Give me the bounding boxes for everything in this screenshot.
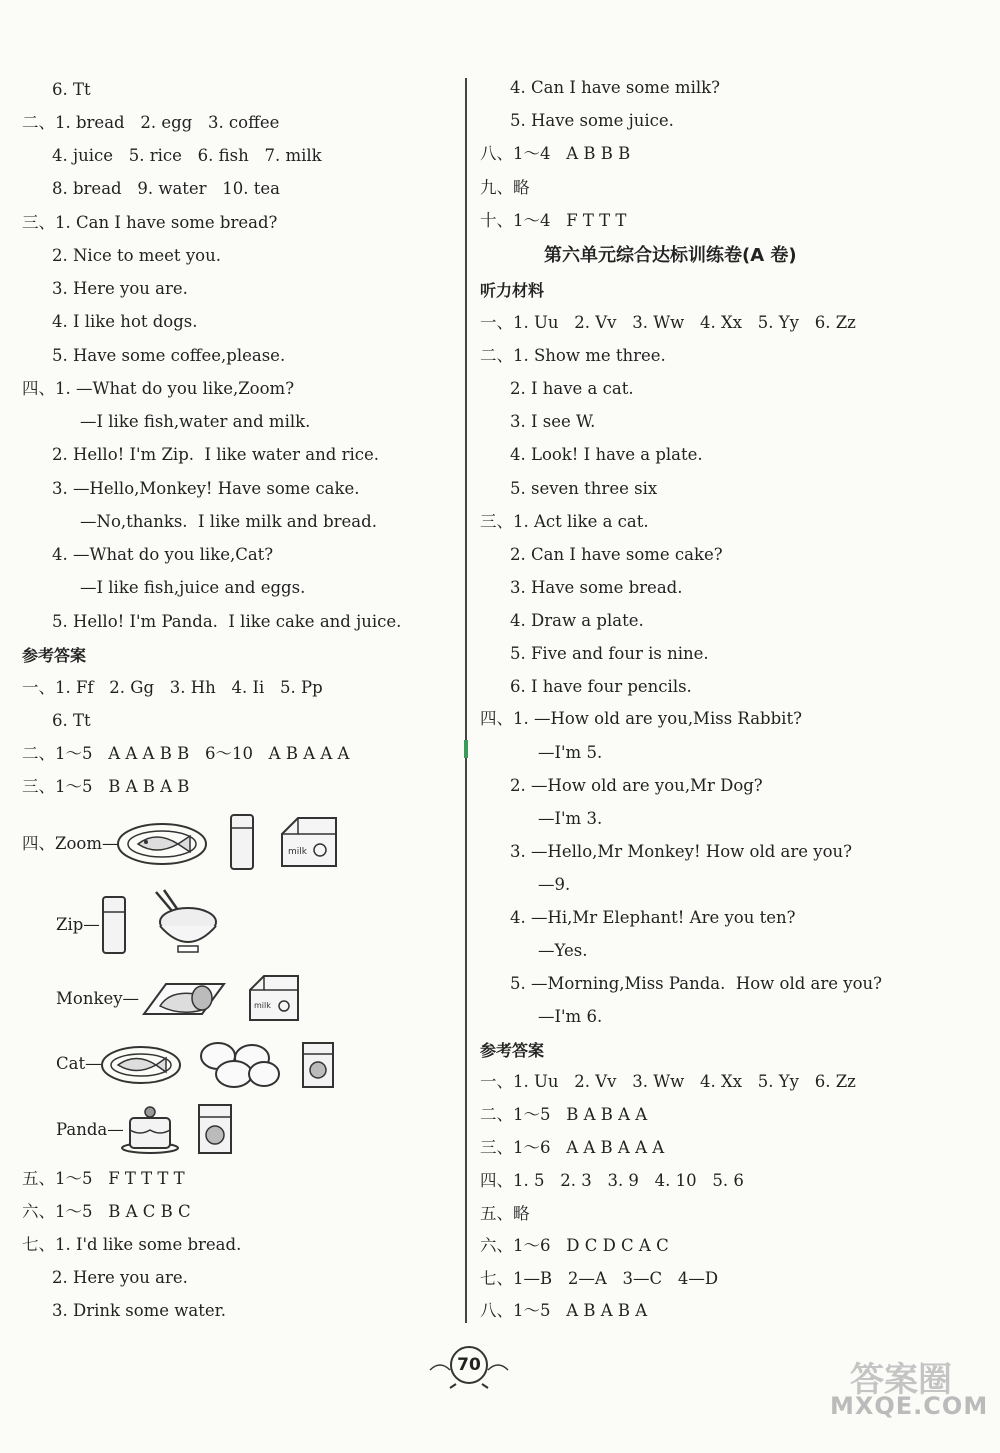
text-line: 6. Tt — [52, 80, 91, 99]
picture-label-cat: Cat— — [56, 1054, 102, 1073]
juice-box-icon — [300, 1040, 336, 1090]
text-line: 四、1. —How old are you,Miss Rabbit? — [480, 709, 802, 728]
watermark-logo: 答案圈 — [850, 1360, 952, 1400]
text-line: —I'm 3. — [538, 809, 603, 828]
text-line: 3. I see W. — [510, 412, 596, 431]
section-title: 第六单元综合达标训练卷(A 卷) — [544, 245, 797, 266]
text-line: 2. Can I have some cake? — [510, 545, 723, 564]
text-line: 4. —Hi,Mr Elephant! Are you ten? — [510, 908, 796, 927]
text-line: 一、1. Uu 2. Vv 3. Ww 4. Xx 5. Yy 6. Zz — [480, 1072, 856, 1091]
milk-carton-icon — [276, 814, 342, 870]
text-line: 三、1～5 B A B A B — [22, 777, 190, 796]
text-line: 九、略 — [480, 178, 530, 197]
text-line: 4. —What do you like,Cat? — [52, 545, 274, 564]
text-line: 2. Here you are. — [52, 1268, 188, 1287]
text-line: 五、略 — [480, 1204, 530, 1223]
text-line: 8. bread 9. water 10. tea — [52, 179, 281, 198]
text-line: 七、1—B 2—A 3—C 4—D — [480, 1269, 719, 1288]
text-line: 一、1. Ff 2. Gg 3. Hh 4. Ii 5. Pp — [22, 678, 323, 697]
text-line: 2. Hello! I'm Zip. I like water and rice. — [52, 445, 379, 464]
text-line: 六、1～6 D C D C A C — [480, 1236, 669, 1255]
text-line: 3. —Hello,Mr Monkey! How old are you? — [510, 842, 852, 861]
text-line: —9. — [538, 875, 571, 894]
section-heading: 听力材料 — [480, 281, 545, 300]
text-line: 2. —How old are you,Mr Dog? — [510, 776, 763, 795]
text-line: —No,thanks. I like milk and bread. — [80, 512, 377, 531]
text-line: 三、1～6 A A B A A A — [480, 1138, 665, 1157]
text-line: 6. Tt — [52, 711, 91, 730]
text-line: —I like fish,juice and eggs. — [80, 578, 306, 597]
text-line: —I'm 6. — [538, 1007, 603, 1026]
page-number: 70 — [450, 1346, 488, 1384]
eggs-icon — [198, 1040, 282, 1090]
glass-icon — [228, 812, 256, 872]
text-line: 四、1. —What do you like,Zoom? — [22, 379, 295, 398]
section-heading: 参考答案 — [22, 646, 87, 665]
rice-bowl-icon — [148, 888, 220, 958]
text-line: 八、1～4 A B B B — [480, 144, 631, 163]
svg-text:milk: milk — [288, 847, 307, 857]
text-line: 八、1～5 A B A B A — [480, 1301, 648, 1320]
picture-label-panda: Panda— — [56, 1120, 124, 1139]
section-heading: 参考答案 — [480, 1041, 545, 1060]
text-line: 3. Have some bread. — [510, 578, 683, 597]
text-line: 5. seven three six — [510, 479, 658, 498]
text-line: 五、1～5 F T T T T — [22, 1169, 185, 1188]
text-line: 3. —Hello,Monkey! Have some cake. — [52, 479, 360, 498]
svg-text:milk: milk — [254, 1001, 271, 1010]
text-line: 二、1. Show me three. — [480, 346, 666, 365]
watermark-url: MXQE.COM — [830, 1392, 989, 1420]
text-line: 2. Nice to meet you. — [52, 246, 221, 265]
cake-icon — [120, 1104, 180, 1154]
column-divider — [465, 78, 467, 1323]
text-line: 5. Have some coffee,please. — [52, 346, 286, 365]
text-line: 2. I have a cat. — [510, 379, 634, 398]
bread-icon — [140, 976, 226, 1022]
text-line: 5. Five and four is nine. — [510, 644, 709, 663]
picture-label-zoom: 四、Zoom— — [22, 834, 119, 853]
juice-box-icon — [196, 1102, 234, 1156]
picture-label-zip: Zip— — [56, 915, 100, 934]
text-line: 六、1～5 B A C B C — [22, 1202, 191, 1221]
fish-plate-icon — [116, 820, 208, 868]
text-line: 一、1. Uu 2. Vv 3. Ww 4. Xx 5. Yy 6. Zz — [480, 313, 856, 332]
text-line: 4. juice 5. rice 6. fish 7. milk — [52, 146, 322, 165]
text-line: 二、1. bread 2. egg 3. coffee — [22, 113, 280, 132]
glass-icon — [100, 894, 128, 956]
divider-mark — [464, 740, 468, 758]
text-line: 二、1～5 A A A B B 6～10 A B A A A — [22, 744, 350, 763]
text-line: 3. Here you are. — [52, 279, 188, 298]
picture-label-monkey: Monkey— — [56, 989, 140, 1008]
text-line: 6. I have four pencils. — [510, 677, 692, 696]
fish-plate-icon — [100, 1044, 182, 1086]
text-line: 4. Look! I have a plate. — [510, 445, 703, 464]
text-line: 5. —Morning,Miss Panda. How old are you? — [510, 974, 883, 993]
text-line: —I like fish,water and milk. — [80, 412, 311, 431]
text-line: 二、1～5 B A B A A — [480, 1105, 648, 1124]
text-line: 5. Have some juice. — [510, 111, 674, 130]
text-line: 5. Hello! I'm Panda. I like cake and juice. — [52, 612, 402, 631]
text-line: 四、1. 5 2. 3 3. 9 4. 10 5. 6 — [480, 1171, 744, 1190]
text-line: —Yes. — [538, 941, 588, 960]
text-line: —I'm 5. — [538, 743, 603, 762]
text-line: 三、1. Can I have some bread? — [22, 213, 278, 232]
text-line: 三、1. Act like a cat. — [480, 512, 649, 531]
text-line: 七、1. I'd like some bread. — [22, 1235, 242, 1254]
text-line: 4. Can I have some milk? — [510, 78, 720, 97]
text-line: 4. I like hot dogs. — [52, 312, 198, 331]
text-line: 十、1～4 F T T T — [480, 211, 627, 230]
milk-carton-icon — [246, 972, 302, 1024]
text-line: 3. Drink some water. — [52, 1301, 226, 1320]
text-line: 4. Draw a plate. — [510, 611, 644, 630]
